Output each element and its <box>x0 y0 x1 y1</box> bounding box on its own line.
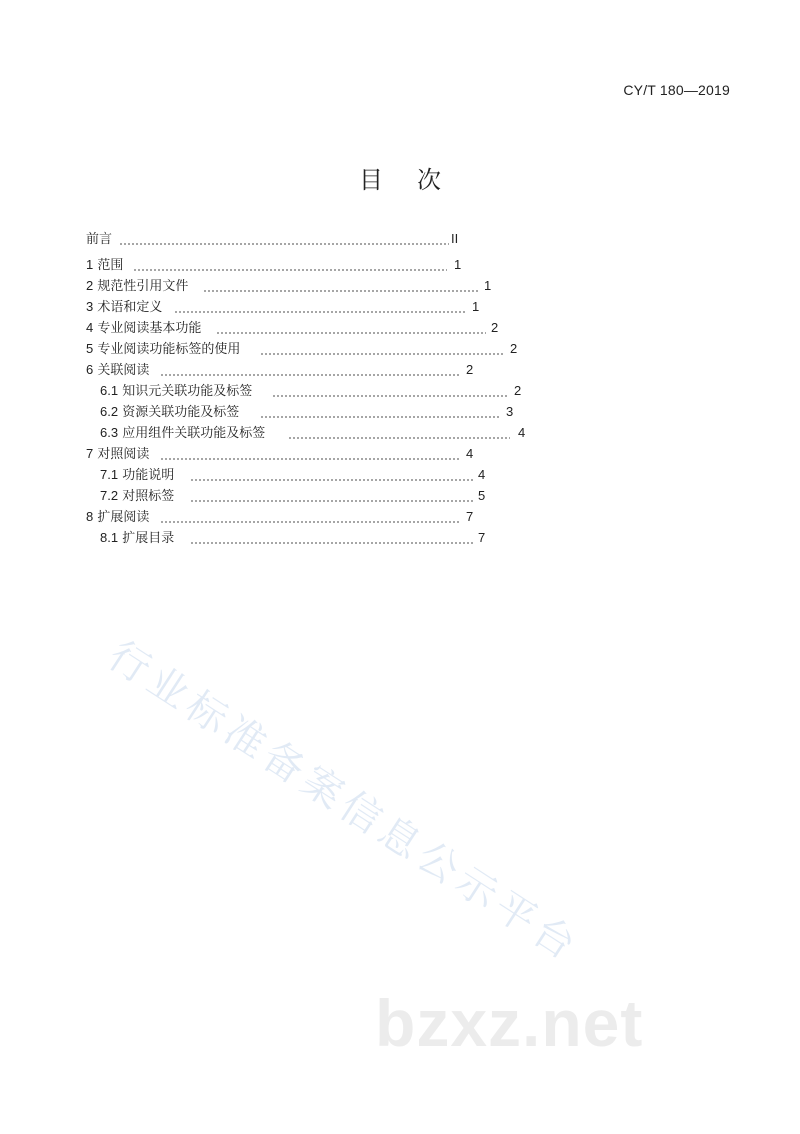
toc-entry-number: 8 <box>86 509 94 524</box>
toc-entry-number: 5 <box>86 341 94 356</box>
toc-entry-page: 4 <box>466 446 474 461</box>
toc-entry-1[interactable] <box>86 255 470 275</box>
toc-entry-number: 4 <box>86 320 94 335</box>
toc-entry-page: 5 <box>478 488 486 503</box>
toc-entry-number: 6.1 <box>100 383 119 398</box>
toc-entry-number: 1 <box>86 257 94 272</box>
toc-entry-page: 1 <box>454 257 462 272</box>
toc-leader-dots <box>119 243 449 245</box>
toc-leader-dots <box>160 458 460 460</box>
toc-entry-text: 前言 <box>86 232 113 247</box>
toc-entry-text: 知识元关联功能及标签 <box>122 384 253 399</box>
toc-entry-7-2[interactable] <box>100 486 500 506</box>
toc-entry-text: 关联阅读 <box>97 363 150 378</box>
toc-entry-text: 术语和定义 <box>97 300 163 315</box>
toc-leader-dots <box>203 290 478 292</box>
watermark-text: 行业标准备案信息公示平台 <box>100 632 589 972</box>
toc-entry-number: 2 <box>86 278 94 293</box>
toc-leader-dots <box>272 395 508 397</box>
toc-leader-dots <box>288 437 510 439</box>
toc-leader-dots <box>260 416 500 418</box>
toc-entry-page: 4 <box>518 425 526 440</box>
toc-entry-page: 2 <box>510 341 518 356</box>
toc-leader-dots <box>133 269 447 271</box>
toc-entry-number: 6.3 <box>100 425 119 440</box>
standard-code: CY/T 180—2019 <box>623 82 730 98</box>
toc-leader-dots <box>190 542 474 544</box>
toc-entry-8-1[interactable] <box>100 528 500 548</box>
toc-entry-6-2[interactable] <box>100 402 530 422</box>
toc-entry-page: 4 <box>478 467 486 482</box>
toc-leader-dots <box>160 374 460 376</box>
toc-leader-dots <box>190 479 474 481</box>
toc-entry-page: 7 <box>466 509 474 524</box>
toc-entry-text: 功能说明 <box>122 468 175 483</box>
toc-entry-text: 资源关联功能及标签 <box>122 405 240 420</box>
toc-entry-number: 7.2 <box>100 488 119 503</box>
toc-entry-page: 2 <box>491 320 499 335</box>
toc-entry-text: 规范性引用文件 <box>97 279 189 294</box>
toc-entry-text: 对照阅读 <box>97 447 150 462</box>
toc-entry-number: 6 <box>86 362 94 377</box>
toc-entry-3[interactable] <box>86 297 486 317</box>
toc-entry-2[interactable] <box>86 276 496 296</box>
toc-entry-number: 3 <box>86 299 94 314</box>
toc-leader-dots <box>160 521 460 523</box>
toc-entry-number: 8.1 <box>100 530 119 545</box>
toc-leader-dots <box>216 332 486 334</box>
toc-entry-6-1[interactable] <box>100 381 540 401</box>
toc-entry-page: 2 <box>514 383 522 398</box>
toc-entry-page: 1 <box>484 278 492 293</box>
toc-entry-page: II <box>451 231 459 246</box>
toc-entry-text: 对照标签 <box>122 489 175 504</box>
page-title: 目次 <box>359 166 475 194</box>
toc-entry-7-1[interactable] <box>100 465 500 485</box>
toc-leader-dots <box>260 353 504 355</box>
toc-entry-6-3[interactable] <box>100 423 540 443</box>
toc-entry-text: 专业阅读功能标签的使用 <box>97 342 241 357</box>
toc-entry-number: 7 <box>86 446 94 461</box>
toc-entry-text: 范围 <box>97 258 124 273</box>
toc-entry-text: 专业阅读基本功能 <box>97 321 202 336</box>
toc-entry-page: 7 <box>478 530 486 545</box>
toc-entry-7[interactable] <box>86 444 486 464</box>
toc-entry-number: 6.2 <box>100 404 119 419</box>
toc-entry-text: 应用组件关联功能及标签 <box>122 426 266 441</box>
toc-entry-page: 3 <box>506 404 514 419</box>
toc-entry-number: 7.1 <box>100 467 119 482</box>
brand-watermark: bzxz.net <box>375 986 644 1060</box>
toc-leader-dots <box>190 500 474 502</box>
toc-entry-6[interactable] <box>86 360 486 380</box>
toc-entry-text: 扩展目录 <box>122 531 175 546</box>
toc-entry-5[interactable] <box>86 339 526 359</box>
toc-entry-8[interactable] <box>86 507 486 527</box>
toc-entry-foreword[interactable] <box>86 229 466 249</box>
toc-entry-page: 2 <box>466 362 474 377</box>
toc-entry-page: 1 <box>472 299 480 314</box>
toc-entry-text: 扩展阅读 <box>97 510 150 525</box>
toc-entry-4[interactable] <box>86 318 506 338</box>
toc-leader-dots <box>174 311 466 313</box>
